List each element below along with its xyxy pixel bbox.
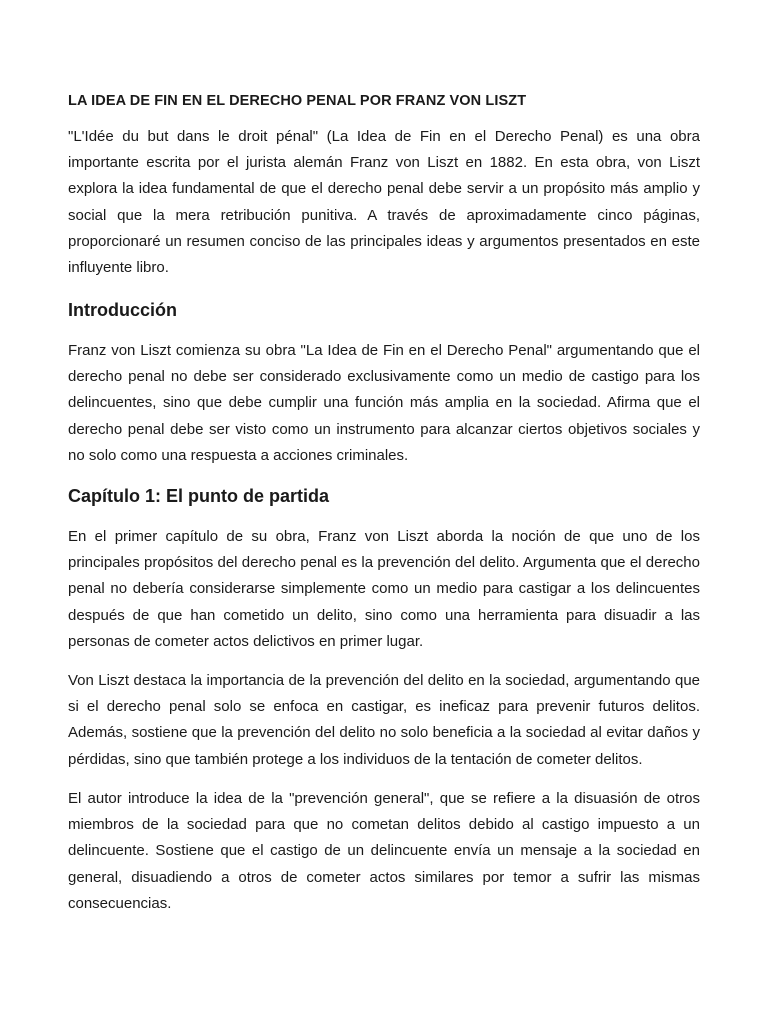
body-paragraph: En el primer capítulo de su obra, Franz von Liszt aborda la noción de que uno de los principales propósitos del derecho penal es la prevención del delito. Argumenta que el derecho penal no debería considerarse simplemente como un medio para castigar a los delincuentes después de que han cometido un delito, sino como una herramienta para disuadir a las personas de cometer actos delictivos en primer lugar.: [68, 528, 700, 650]
section-heading-capitulo-1: Capítulo 1: El punto de partida: [68, 486, 329, 506]
body-paragraph: El autor introduce la idea de la "prevención general", que se refiere a la disuasión de otros miembros de la sociedad para que no cometan delitos debido al castigo impuesto a un delincuente. Sostiene que el castigo de un delincuente envía un mensaje a la sociedad en general, disuadiendo a otros de cometer actos similares por temor a sufrir las mismas consecuencias.: [68, 790, 700, 912]
body-paragraph: Franz von Liszt comienza su obra "La Idea de Fin en el Derecho Penal" argumentando que el derecho penal no debe ser considerado exclusivamente como un medio de castigo para los delincuentes, sino que debe cumplir una función más amplia en la sociedad. Afirma que el derecho penal debe ser visto como un instrumento para alcanzar ciertos objetivos sociales y no solo como una respuesta a acciones criminales.: [68, 342, 700, 464]
body-paragraph: Von Liszt destaca la importancia de la prevención del delito en la sociedad, argumentando que si el derecho penal solo se enfoca en castigar, es ineficaz para prevenir futuros delitos. Además, sostiene que la prevención del delito no solo beneficia a la sociedad al evitar daños y pérdidas, sino que también protege a los individuos de la tentación de cometer delitos.: [68, 672, 700, 768]
intro-paragraph: "L'Idée du but dans le droit pénal" (La Idea de Fin en el Derecho Penal) es una obra importante escrita por el jurista alemán Franz von Liszt en 1882. En esta obra, von Liszt explora la idea fundamental de que el derecho penal debe servir a un propósito más amplio y social que la mera retribución punitiva. A través de aproximadamente cinco páginas, proporcionaré un resumen conciso de las principales ideas y argumentos presentados en este influyente libro.: [68, 128, 700, 277]
section-heading-introduccion: Introducción: [68, 300, 177, 320]
document-title: LA IDEA DE FIN EN EL DERECHO PENAL POR FRANZ VON LISZT: [68, 93, 527, 109]
